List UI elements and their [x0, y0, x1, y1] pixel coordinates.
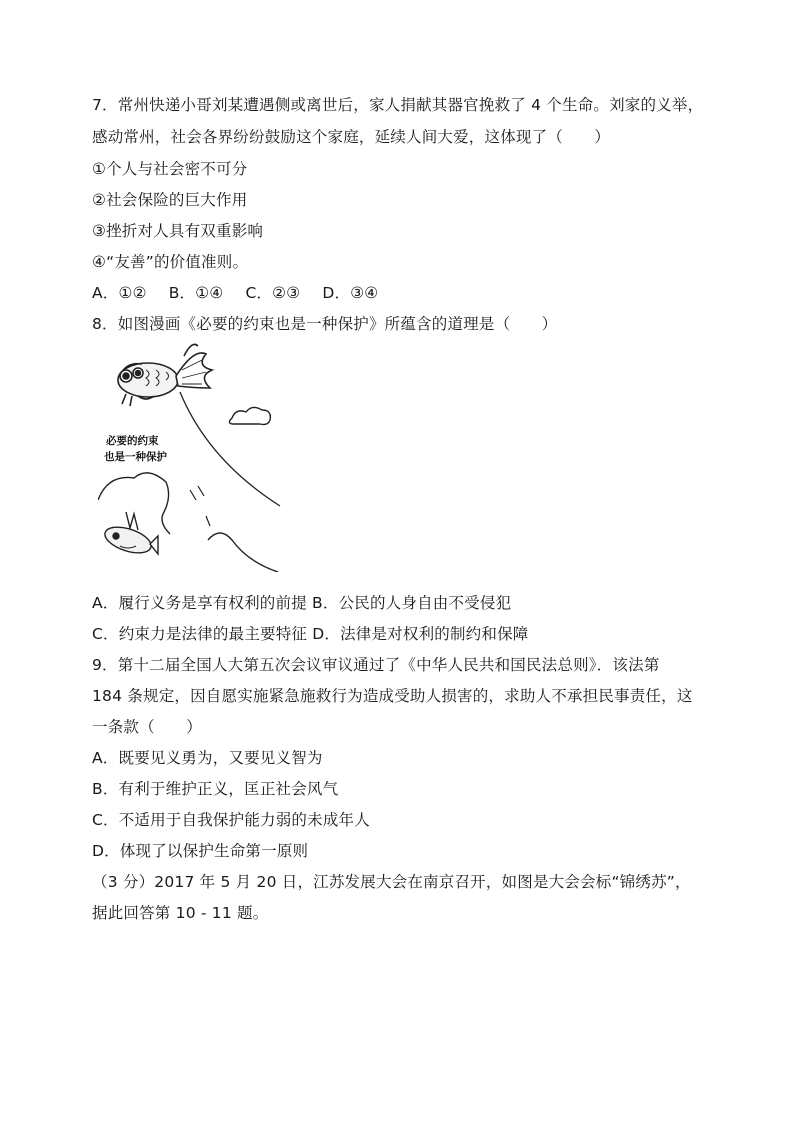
q7-item-4: ④“友善”的价值准则。 [92, 253, 249, 271]
q8-stem: 8．如图漫画《必要的约束也是一种保护》所蕴含的道理是（ ） [92, 315, 558, 333]
q9-option-b: B．有利于维护正义，匡正社会风气 [92, 780, 339, 798]
cartoon-caption-line-2: 也是一种保护 [104, 451, 167, 463]
q10-11-intro-line-2: 据此回答第 10 - 11 题。 [92, 904, 269, 922]
q9-stem-line-1: 9．第十二届全国人大第五次会议审议通过了《中华人民共和国民法总则》．该法第 [92, 656, 660, 674]
q7-option-a: A．①② [92, 284, 147, 302]
cartoon-kite-goldfish [98, 340, 282, 572]
cloud-icon [229, 407, 270, 424]
goldfish-kite-icon [118, 344, 212, 406]
q8-options-line-2: C．约束力是法律的最主要特征 D．法律是对权利的制约和保障 [92, 625, 529, 643]
q7-options [92, 282, 378, 304]
q9-option-d: D．体现了以保护生命第一原则 [92, 842, 309, 860]
q10-11-intro-line-1: （3 分）2017 年 5 月 20 日，江苏发展大会在南京召开，如图是大会会标“锦绣苏”， [92, 873, 691, 891]
q7-option-d: D．③④ [322, 284, 379, 302]
q8-options-line-1: A．履行义务是享有权利的前提 B．公民的人身自由不受侵犯 [92, 594, 512, 612]
q7-stem-line-1: 7．常州快递小哥刘某遭遇侧或离世后，家人捐献其器官挽救了 4 个生命。刘家的义举， [92, 96, 704, 114]
q7-item-1: ①个人与社会密不可分 [92, 160, 248, 178]
hill-outline [98, 473, 170, 534]
q9-option-a: A．既要见义勇为，又要见义智为 [92, 749, 323, 767]
q7-option-b: B．①④ [168, 284, 224, 302]
q7-item-3: ③挫折对人具有双重影响 [92, 222, 264, 240]
q7-stem-line-2: 感动常州，社会各界纷纷鼓励这个家庭，延续人间大爱，这体现了（ ） [92, 128, 611, 146]
q9-option-c: C．不适用于自我保护能力弱的未成年人 [92, 811, 370, 829]
kite-string [180, 392, 280, 506]
q7-item-2: ②社会保险的巨大作用 [92, 191, 248, 209]
cartoon-caption-line-1: 必要的约束 [106, 435, 159, 447]
q7-option-c: C．②③ [245, 284, 301, 302]
fallen-fish-icon [102, 512, 158, 558]
mountain-outline [208, 533, 278, 572]
q9-stem-line-3: 一条款（ ） [92, 718, 202, 736]
q9-stem-line-2: 184 条规定，因自愿实施紧急施救行为造成受助人损害的，求助人不承担民事责任，这 [92, 687, 693, 705]
